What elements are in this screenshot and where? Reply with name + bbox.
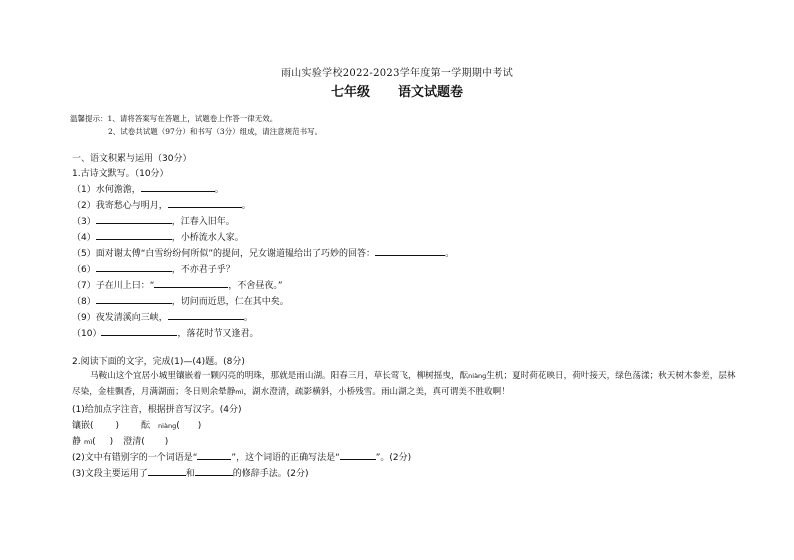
paren-close: ) bbox=[109, 437, 114, 447]
q1-item-5 bbox=[72, 246, 454, 259]
paper-label: 语文试题卷 bbox=[398, 85, 464, 100]
item-text-before: 面对谢太傅“白雪纷纷何所似”的提问，兄女谢道韫给出了巧妙的回答： bbox=[95, 249, 376, 259]
q1-item-9 bbox=[72, 310, 253, 323]
answer-blank[interactable] bbox=[96, 294, 172, 304]
answer-blank[interactable] bbox=[96, 262, 172, 272]
answer-blank[interactable] bbox=[96, 214, 172, 224]
question-text: ”，这个词语的正确写法是“ bbox=[231, 453, 340, 463]
item-text-after: 。 bbox=[214, 185, 224, 195]
answer-blank[interactable] bbox=[101, 326, 177, 336]
item-text-after: ，切问而近思，仁在其中矣。 bbox=[171, 297, 289, 307]
pinyin-hint: niàng bbox=[158, 422, 177, 430]
item-text-after: 。 bbox=[445, 249, 455, 259]
grade-label: 七年级 bbox=[330, 85, 370, 100]
item-text-before: 我寄愁心与明月， bbox=[95, 201, 168, 211]
section1-heading: 一、语文积累与运用（30分） bbox=[72, 154, 192, 164]
item-text-after: 。 bbox=[243, 313, 253, 323]
q1-item-4 bbox=[72, 230, 244, 243]
answer-blank[interactable] bbox=[340, 450, 376, 460]
q1-item-6 bbox=[72, 262, 235, 275]
item-text-after: ，江春入旧年。 bbox=[171, 217, 235, 227]
item-number: （4） bbox=[72, 233, 96, 243]
item-text-before: 水何澹澹， bbox=[95, 185, 141, 195]
item-text-before: 夜发清溪向三峡， bbox=[95, 313, 168, 323]
item-number: （5） bbox=[72, 249, 96, 259]
q2-title: 2.阅读下面的文字，完成(1)—(4)题。(8分) bbox=[72, 357, 245, 367]
item-number: （6） bbox=[72, 265, 96, 275]
q2-sub1-row1 bbox=[72, 418, 201, 431]
question-text: 和 bbox=[185, 469, 195, 479]
answer-blank[interactable] bbox=[195, 466, 233, 476]
item-number: （10） bbox=[72, 329, 102, 339]
reading-passage bbox=[72, 368, 736, 400]
paren-open: ( bbox=[176, 421, 180, 431]
paren-open: ( bbox=[92, 437, 96, 447]
question-text: 的修辞手法。(2分) bbox=[232, 469, 309, 479]
q2-sub1-row2 bbox=[72, 434, 168, 447]
paren-close: ) bbox=[197, 421, 202, 431]
item-text-after: ，落花时节又逢君。 bbox=[177, 329, 259, 339]
answer-blank[interactable] bbox=[154, 278, 228, 288]
q1-item-3 bbox=[72, 214, 235, 227]
question-text: ”。(2分) bbox=[375, 453, 412, 463]
q1-item-2 bbox=[72, 198, 251, 211]
item-number: （1） bbox=[72, 185, 96, 195]
passage-text: ，湖水澄清，疏影横斜，小桥残雪。雨山湖之美，真可谓美不胜收啊！ bbox=[243, 387, 510, 397]
item-number: （9） bbox=[72, 313, 96, 323]
answer-blank[interactable] bbox=[168, 198, 242, 208]
q1-item-7 bbox=[72, 278, 283, 291]
word-label: 澄清( bbox=[123, 437, 145, 447]
item-number: （2） bbox=[72, 201, 96, 211]
q1-title: 1.古诗文默写。（10分） bbox=[72, 169, 169, 179]
item-text-after: ，不亦君子乎？ bbox=[171, 265, 235, 275]
item-text-after: ，小桥流水人家。 bbox=[171, 233, 244, 243]
q2-sub3 bbox=[72, 466, 309, 479]
item-number: （3） bbox=[72, 217, 96, 227]
word-label: 镶嵌( bbox=[72, 421, 94, 431]
passage-text: 生机；夏时荷花映日，荷叶接天，绿色荡漾；秋天树木参差，层林尽染，金桂飘香，月满湖面；冬日则余晕静 bbox=[72, 371, 736, 397]
question-text: (2)文中有错别字的一个词语是“ bbox=[72, 453, 198, 463]
q1-item-8 bbox=[72, 294, 289, 307]
pinyin-hint: mì bbox=[235, 388, 244, 396]
passage-text: 马鞍山这个宜居小城里镶嵌着一颗闪亮的明珠，那就是雨山湖。阳春三月，草长莺飞，柳树摇曳，酝 bbox=[90, 371, 469, 381]
word-label: 静 bbox=[72, 437, 82, 447]
answer-blank[interactable] bbox=[148, 466, 186, 476]
notice-line-2: 2、试卷共试题（97分）和书写（3分）组成，请注意规范书写。 bbox=[108, 127, 323, 136]
item-text-after: ，不舍昼夜。” bbox=[228, 281, 283, 291]
word-label: 酝 bbox=[141, 421, 151, 431]
pinyin-hint: niàng bbox=[468, 372, 487, 380]
item-number: （8） bbox=[72, 297, 96, 307]
question-text: (3)文段主要运用了 bbox=[72, 469, 148, 479]
q2-sub1-title: (1)给加点字注音，根据拼音写汉字。(4分) bbox=[72, 405, 242, 415]
notice-line-1: 温馨提示：1、请将答案写在答题上，试题卷上作答一律无效。 bbox=[70, 114, 278, 123]
q1-item-10 bbox=[72, 326, 258, 339]
paren-close: ) bbox=[164, 437, 169, 447]
answer-blank[interactable] bbox=[96, 230, 172, 240]
item-number: （7） bbox=[72, 281, 96, 291]
exam-subtitle bbox=[0, 81, 794, 100]
answer-blank[interactable] bbox=[141, 182, 215, 192]
q2-sub2 bbox=[72, 450, 411, 463]
exam-title: 雨山实验学校2022-2023学年度第一学期期中考试 bbox=[280, 68, 514, 79]
pinyin-hint: mì bbox=[84, 438, 93, 446]
item-text-before: 子在川上曰：“ bbox=[95, 281, 155, 291]
answer-blank[interactable] bbox=[168, 310, 244, 320]
answer-blank[interactable] bbox=[197, 450, 231, 460]
answer-blank[interactable] bbox=[375, 246, 445, 256]
q1-item-1 bbox=[72, 182, 224, 195]
item-text-after: 。 bbox=[241, 201, 251, 211]
paren-close: ) bbox=[115, 421, 120, 431]
